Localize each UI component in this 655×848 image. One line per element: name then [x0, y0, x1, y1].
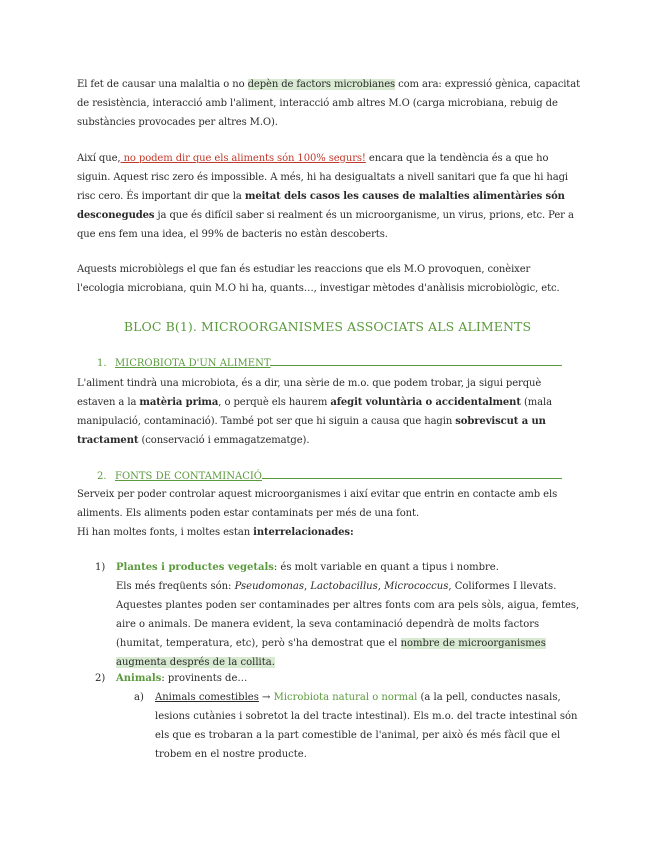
- heading-rule: [270, 365, 562, 366]
- list-item-plants: [95, 558, 581, 672]
- text-run: Així que,: [77, 153, 121, 164]
- list-marker: 2): [95, 673, 106, 684]
- subsection-title: FONTS DE CONTAMINACIÓ: [115, 471, 262, 482]
- text-run: encara que la tendència és a que ho siguin. Aquest risc zero és impossible. A més, hi ha desigualtats a nivell sanitari que fa que hi hagi risc cero. És important dir que la: [77, 153, 568, 202]
- text-run: Aquests microbiòlegs el que fan és estudiar les reaccions que els M.O provoquen, conèixer l'ecologia microbiana, quin M.O hi ha, quants…, investigar mètodes d'anàlisis microbiològic, etc.: [77, 264, 560, 294]
- red-underlined-text: no podem dir que els aliments són 100% segurs!: [120, 153, 366, 164]
- list-marker: a): [134, 692, 144, 703]
- heading-rule: [262, 478, 562, 479]
- bold-text: afegit voluntària o accidentalment: [330, 397, 521, 408]
- text-run: (mala manipulació, contaminació). També pot ser que hi siguin a causa que hagin: [77, 397, 552, 427]
- text-run: Serveix per poder controlar aquest microorganismes i així evitar que entrin en contacte amb els aliments. Els aliments poden estar contaminats per més de una font.: [77, 489, 558, 519]
- paragraph-factors: [77, 75, 580, 132]
- paragraph-contamination: [77, 485, 580, 542]
- section-heading: BLOC B(1). MICROORGANISMES ASSOCIATS ALS ALIMENTS: [123, 319, 532, 334]
- text-run: L'aliment tindrà una microbiota, és a dir, una sèrie de m.o. que podem trobar, ja sigui perquè estaven a la: [77, 378, 542, 408]
- text-run: , o perquè els haurem: [218, 397, 331, 408]
- text-run: : és molt variable en quant a tipus i nombre.: [273, 562, 499, 573]
- green-text: Microbiota natural o normal: [273, 692, 418, 703]
- text-run: ja que és difícil saber si realment és un microorganisme, un virus, prions, etc. Per a que ens fem una idea, el 99% de bacteris no estàn descoberts.: [77, 210, 574, 240]
- italic-species: Pseudomonas: [234, 581, 305, 592]
- sublist-item-title: Animals comestibles: [155, 692, 259, 703]
- bold-text: meitat dels casos les causes de malalties alimentàries són desconegudes: [77, 191, 565, 221]
- italic-species: Micrococcus: [384, 581, 449, 592]
- paragraph-risk: [77, 149, 580, 244]
- text-run: ,: [304, 581, 311, 592]
- arrow-icon: →: [258, 692, 274, 703]
- text-run: : provinents de…: [161, 673, 248, 684]
- sublist-item-edible-animals: [134, 688, 580, 764]
- subsection-heading-microbiota: [97, 357, 562, 371]
- list-item-title: Animals: [116, 673, 162, 684]
- text-run: Hi han moltes fonts, i moltes estan: [77, 527, 254, 538]
- paragraph-microbiologists: [77, 260, 580, 298]
- text-run: (a la pell, conductes nasals, lesions cutànies i sobretot la del tracte intestinal). Els m.o. del tracte intestinal són els que es trobaran a la part comestible de l'animal, per això és més fàcil que el trobem en el nostre producte.: [155, 692, 578, 760]
- text-run: , Coliformes I llevats. Aquestes plantes poden ser contaminades per altres fonts com ara pels sòls, aigua, femtes, aire o animals. De manera evident, la seva contaminació dependrà de molts factors (humitat, temperatura, etc), però s'ha demostrat que el: [116, 581, 580, 649]
- list-marker: 1): [95, 562, 106, 573]
- subsection-number: 1.: [97, 358, 107, 369]
- text-run: (conservació i emmagatzematge).: [138, 435, 310, 446]
- bold-text: matèria prima: [139, 397, 219, 408]
- text-run: El fet de causar una malaltia o no: [77, 79, 248, 90]
- text-run: ,: [377, 581, 385, 592]
- italic-species: Lactobacillus: [310, 581, 378, 592]
- highlighted-text: depèn de factors microbianes: [247, 79, 396, 90]
- bold-text: interrelacionades:: [253, 527, 354, 538]
- text-run: Els més freqüents són:: [116, 581, 235, 592]
- subsection-heading-contamination: [97, 470, 562, 484]
- subsection-number: 2.: [97, 471, 107, 482]
- subsection-title: MICROBIOTA D'UN ALIMENT: [115, 358, 271, 369]
- paragraph-microbiota: [77, 374, 580, 450]
- highlighted-text: nombre de microorganismes augmenta després de la collita.: [116, 638, 546, 668]
- list-item-title: Plantes i productes vegetals: [116, 562, 274, 573]
- text-run: com ara: expressió gènica, capacitat de resistència, interacció amb l'aliment, interacció amb altres M.O (carga microbiana, rebuig de substàncies provocades per altres M.O).: [77, 79, 580, 128]
- list-item-animals: [95, 669, 581, 688]
- bold-text: sobreviscut a un tractament: [77, 416, 546, 446]
